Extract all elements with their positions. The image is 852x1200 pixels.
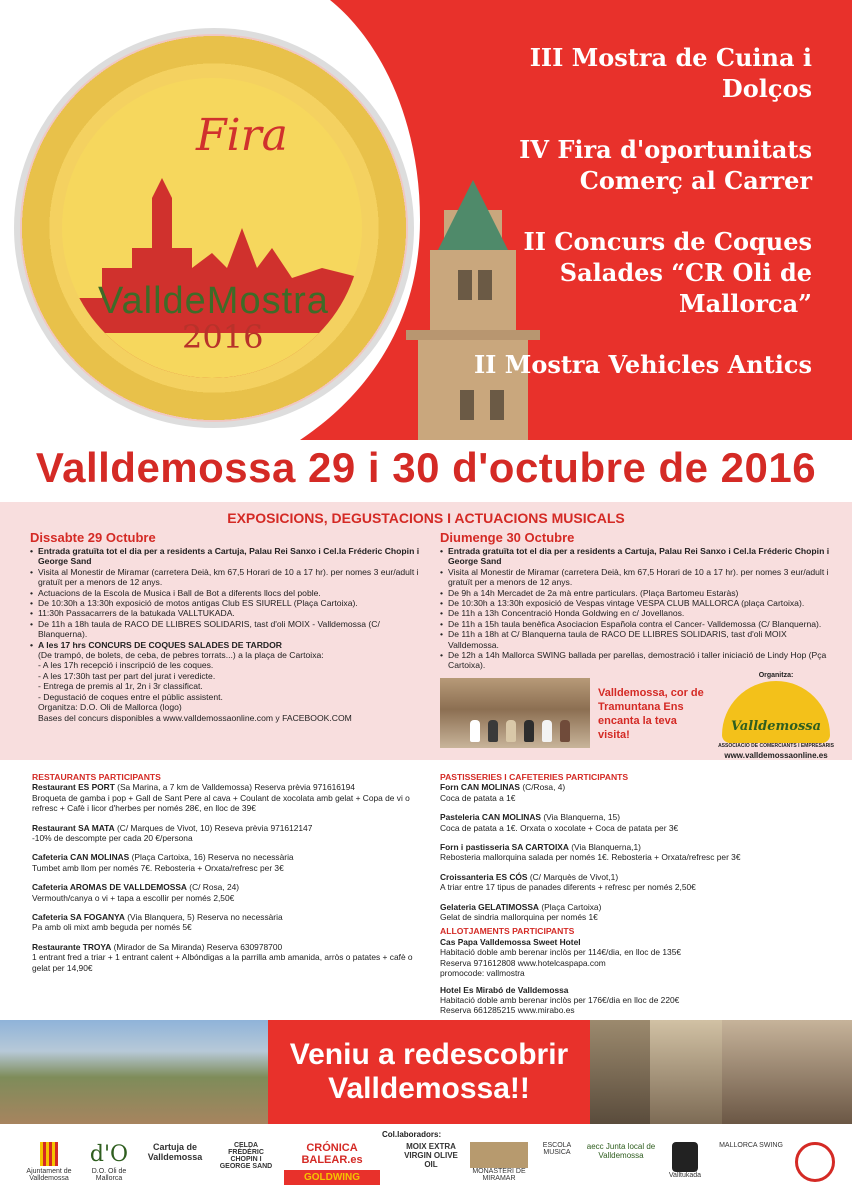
saturday-column <box>30 530 430 723</box>
cta-banner: Veniu a redescobrir Valldemossa!! <box>268 1020 590 1124</box>
list-item: • 11:30h Passacarrers de la batukada VALLTUKADA. <box>30 608 430 618</box>
list-item: Cafeteria SA FOGANYA (Via Blanquera, 5) Reserva no necessària Pa amb oli mixt amb beguda per només 5€ <box>32 912 283 933</box>
restaurants-title: RESTAURANTS PARTICIPANTS <box>32 772 161 782</box>
sponsor-aecc: aecc Junta local de Valldemossa <box>586 1142 656 1160</box>
event-headlines <box>432 42 812 410</box>
sponsor-badge-icon <box>790 1142 840 1182</box>
list-subitem: - Entrega de premis al 1r, 2n i 3r classificat. <box>38 681 203 692</box>
list-item: • De 11h a 13h Concentració Honda Goldwing en c/ Jovellanos. <box>440 608 840 618</box>
list-item: Restaurant SA MATA (C/ Marques de Vivot, 10) Reseva prèvia 971612147 -10% de descompte per cada 20 €/persona <box>32 822 313 844</box>
tramuntana-slogan: Valldemossa, cor de Tramuntana Ens encanta la teva visita! <box>598 687 704 741</box>
sponsor-valltukada: Valltukada <box>660 1142 710 1179</box>
list-item: Hotel Es Mirabó de Valldemossa Habitació doble amb berenar inclòs per 176€/dia en lloc de 220€ Reserva 661285215 www.mirabo.es <box>440 984 680 1016</box>
list-item: Pasteleria CAN MOLINAS (Via Blanquerna, 15) Coca de patata a 1€. Orxata o xocolate + Coca de patata per 3€ <box>440 812 679 833</box>
sponsor-do-oli: d'O D.O. Oli de Mallorca <box>89 1142 129 1182</box>
list-subitem: Organitza: D.O. Oli de Mallorca (logo) <box>38 702 182 713</box>
headline-2: IV Fira d'oportunitats Comerç al Carrer <box>519 135 812 195</box>
list-subitem: Bases del concurs disponibles a www.valldemossaonline.com y FACEBOOK.COM <box>38 712 352 723</box>
collaborators-label: Col.laboradors: <box>382 1130 442 1139</box>
list-subitem: - A les 17h recepció i inscripció de les coques. <box>38 660 214 671</box>
organizer-block <box>712 672 840 760</box>
list-item: Cafeteria CAN MOLINAS (Plaça Cartoixa, 16) Reserva no necessària Tumbet amb llom per només 7€. Rebosteria + Orxata/refresc per 3€ <box>32 852 294 873</box>
list-item: • Visita al Monestir de Miramar (carretera Deià, km 67,5 Horari de 10 a 17 hr). per nomes 3 eur/adult i gratuït per a menors de 12 anys. <box>440 567 840 588</box>
sponsor-moix: MOIX EXTRA VIRGIN OLIVE OIL <box>404 1142 458 1169</box>
list-subitem: (De trampó, de bolets, de ceba, de pebres torrats...) a la plaça de Cartoixa: <box>38 650 324 661</box>
sponsors-footer <box>0 1124 852 1200</box>
list-item: • De 11h a 18h at C/ Blanquerna taula de RACO DE LLIBRES SOLIDARIS, tast d'oli MOIX Valldemossa. <box>440 629 840 650</box>
organizer-name: Valldemossa <box>730 719 822 734</box>
list-item: Cafeteria AROMAS DE VALLDEMOSSA (C/ Rosa, 24) Vermouth/canya o vi + tapa a escollir per només 2,50€ <box>32 882 240 903</box>
participants-section <box>0 760 852 1018</box>
logo-year: 2016 <box>182 318 264 356</box>
list-item: Gelateria GELATIMOSSA (Plaça Cartoixa) Gelat de sindria mallorquina per només 1€ <box>440 901 602 923</box>
list-item: • De 12h a 14h Mallorca SWING ballada per parellas, demostració i taller iniciació de Lindy Hop (Pça Cartoixa). <box>440 650 840 671</box>
headline-4: II Mostra Vehicles Antics <box>473 350 812 379</box>
list-item: Croissanteria ES CÓS (C/ Marquès de Vivot,1) A triar entre 17 tipus de panades diferents + refresc per només 2,50€ <box>440 871 696 893</box>
pastisseries-column <box>440 772 840 1025</box>
sponsor-escola: ESCOLA MUSICA <box>542 1142 572 1156</box>
list-subitem: - Degustació de coques entre el públic assistent. <box>38 691 223 702</box>
sponsor-goldwing: GOLDWING <box>284 1170 380 1185</box>
pastisseries-title: PASTISSERIES I CAFETERIES PARTICIPANTS <box>440 772 629 782</box>
allotjaments-title: ALLOTJAMENTS PARTICIPANTS <box>440 926 575 937</box>
street-photo <box>590 1020 650 1124</box>
sunday-title: Diumenge 30 Octubre <box>440 530 575 545</box>
organizer-label: Organitza: <box>758 672 794 679</box>
program-title: EXPOSICIONS, DEGUSTACIONS I ACTUACIONS MUSICALS <box>227 510 625 526</box>
list-item: Restaurante TROYA (Mirador de Sa Miranda) Reserva 630978700 1 entrant fred a triar + 1 entrant calent + Albóndigas a la parrilla amb amanida, arròs o patates + cafè o gelat per 14,90€ <box>32 941 413 973</box>
list-item: • Actuacions de la Escola de Musica i Ball de Bot a diferents llocs del poble. <box>30 588 430 598</box>
list-item: • Entrada gratuïta tot el dia per a residents a Cartuja, Palau Rei Sanxo i Cel.la Fréderic Chopin i George Sand <box>30 546 430 567</box>
sponsor-chopin: CELDA FRÉDÉRIC CHOPIN I GEORGE SAND <box>219 1142 273 1170</box>
organizer-sub: ASSOCIACIÓ DE COMERCIANTS I EMPRESARIS <box>718 743 834 749</box>
saturday-title: Dissabte 29 Octubre <box>30 530 156 545</box>
car-photo <box>650 1020 722 1124</box>
sponsor-ajuntament: Ajuntament de Valldemossa <box>24 1142 74 1182</box>
headline-3: II Concurs de Coques Salades “CR Oli de Mallorca” <box>523 227 812 318</box>
date-title: Valldemossa 29 i 30 d'octubre de 2016 <box>35 444 817 491</box>
logo-fira-text: Fira <box>196 110 288 161</box>
program-section <box>0 502 852 760</box>
list-item: • De 9h a 14h Mercadet de 2a mà entre particulars. (Plaça Bartomeu Estaràs) <box>440 588 840 598</box>
market-photo <box>722 1020 852 1124</box>
sponsor-miramar: MONASTERI DE MIRAMAR <box>470 1142 528 1182</box>
list-item: Forn i pastisseria SA CARTOIXA (Via Blanquerna,1) Rebosteria mallorquina salada per només 1€. Rebosteria + Orxata/refresc per 3€ <box>440 842 741 863</box>
sponsor-cartuja: Cartuja de Valldemossa <box>147 1142 203 1162</box>
list-item: • De 10:30h a 13:30h exposició de motos antigas Club ES SIURELL (Plaça Cartoixa). <box>30 598 430 608</box>
sponsor-cronica: CRÓNICA BALEAR.es GOLDWING <box>284 1142 380 1185</box>
list-item: Forn CAN MOLINAS (C/Rosa, 4) Coca de patata a 1€ <box>440 782 566 803</box>
folk-dance-photo <box>440 678 590 748</box>
list-item: • De 11h a 18h taula de RACO DE LLIBRES SOLIDARIS, tast d'oli MOIX - Valldemossa (C/ Blanquerna). <box>30 619 430 640</box>
logo-name: ValldeMostra <box>98 280 329 322</box>
list-item: • A les 17 hrs CONCURS DE COQUES SALADES DE TARDOR <box>30 640 430 650</box>
list-item: • De 10:30h a 13:30h exposició de Vespas vintage VESPA CLUB MALLORCA (plaça Cartoixa). <box>440 598 840 608</box>
header <box>0 0 852 440</box>
date-banner <box>0 440 852 500</box>
landscape-photo <box>0 1020 268 1124</box>
organizer-logo <box>722 681 830 743</box>
list-subitem: - A les 17:30h tast per part del jurat i veredicte. <box>38 670 216 681</box>
sunday-column <box>440 530 840 671</box>
list-item: Cas Papa Valldemossa Sweet Hotel Habitació doble amb berenar inclòs per 114€/dia, en lloc de 135€ Reserva 971612808 www.hotelcaspapa.com promocode: vallmostra <box>440 936 682 979</box>
list-item: • Visita al Monestir de Miramar (carretera Deià, km 67,5 Horari de 10 a 17 hr). per nomes 3 eur/adult i gratuït per a menors de 12 anys. <box>30 567 430 588</box>
list-item: • De 11h a 15h taula benèfica Asociacion Española contra el Cancer- Valldemossa (C/ Blanquerna). <box>440 619 840 629</box>
restaurants-column <box>32 772 427 982</box>
organizer-web[interactable]: www.valldemossaonline.es <box>724 751 828 760</box>
list-item: Restaurant ES PORT (Sa Marina, a 7 km de Valldemossa) Reserva prèvia 971616194 Broqueta de gamba i pop + Gall de Sant Pere al cava + Coulant de xocolata amb gelat + Copa de vi o refresc + Cafè i licor d'herbes per només 28€, en lloc de 39€ <box>32 782 410 814</box>
sponsor-swing: MALLORCA SWING <box>719 1142 783 1149</box>
headline-1: III Mostra de Cuina i Dolços <box>529 43 812 103</box>
list-item: • Entrada gratuïta tot el dia per a residents a Cartuja, Palau Rei Sanxo i Cel.la Fréderic Chopin i George Sand <box>440 546 840 567</box>
